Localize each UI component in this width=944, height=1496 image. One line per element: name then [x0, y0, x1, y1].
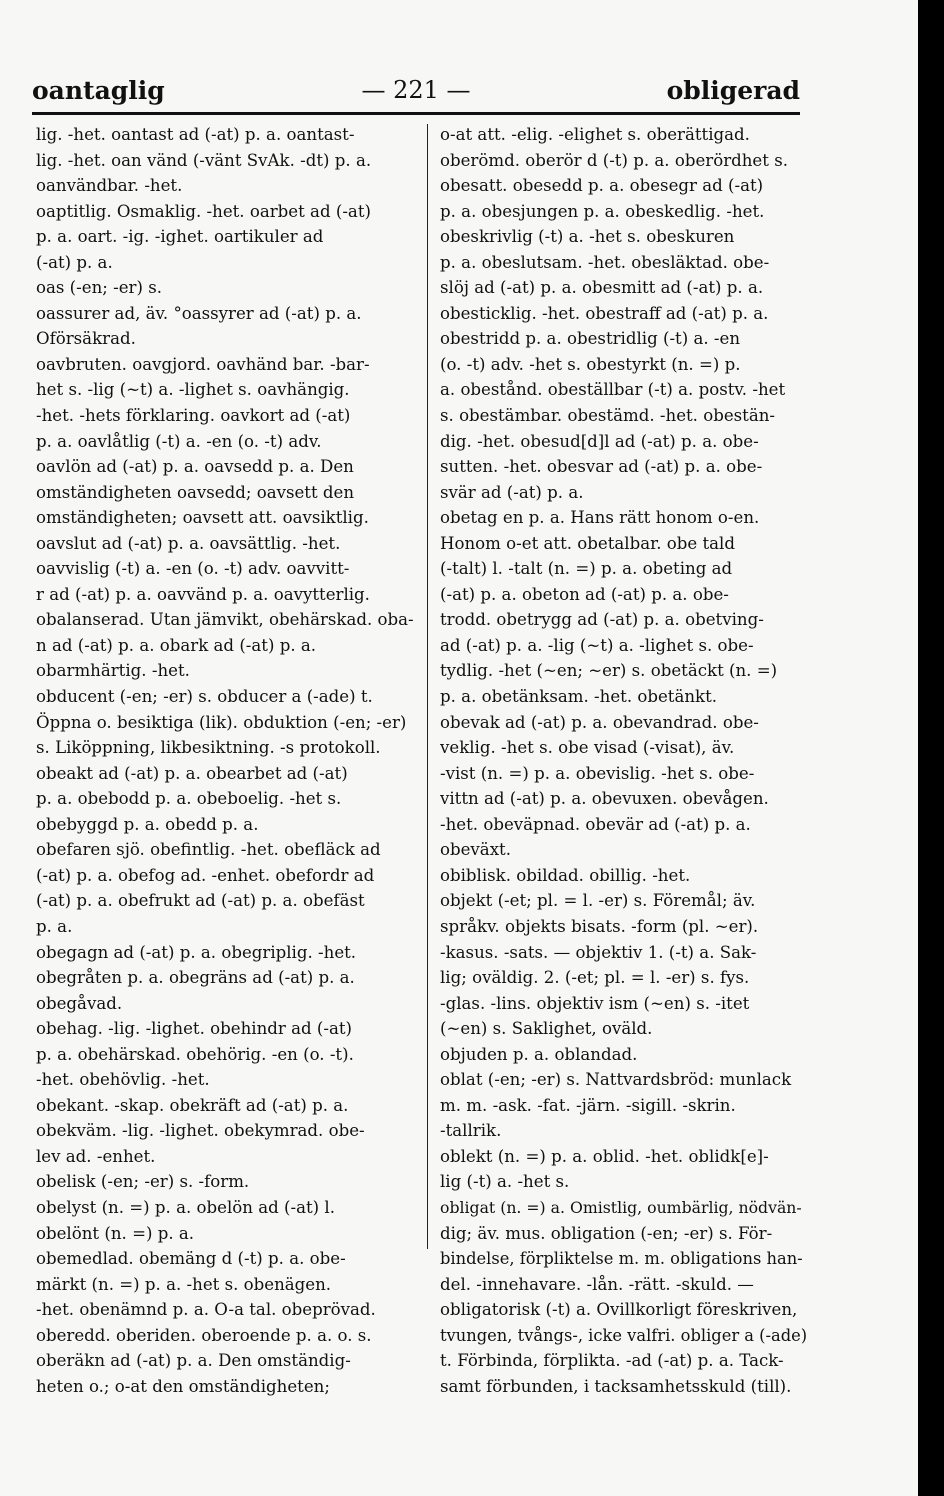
dictionary-line: n ad (-at) p. a. obark ad (-at) p. a.: [36, 635, 317, 655]
right-column: [440, 122, 808, 1399]
dictionary-line: (-at) p. a. obeton ad (-at) p. a. obe-: [440, 584, 729, 604]
dictionary-line: oberedd. oberiden. oberoende p. a. o. s.: [36, 1325, 372, 1345]
dictionary-line: oanvändbar. -het.: [36, 176, 183, 196]
dictionary-line: obducent (-en; -er) s. obducer a (-ade) t.: [36, 687, 373, 707]
dictionary-line: obesticklig. -het. obestraff ad (-at) p. a.: [440, 303, 769, 323]
dictionary-line: dig. -het. obesud[d]l ad (-at) p. a. obe-: [440, 431, 759, 451]
dictionary-line: oberömd. oberör d (-t) p. a. oberördhet s.: [440, 150, 788, 170]
dictionary-line: Oförsäkrad.: [36, 329, 136, 349]
dictionary-line: trodd. obetrygg ad (-at) p. a. obetving-: [440, 610, 764, 630]
dictionary-line: lig (-t) a. -het s.: [440, 1172, 570, 1192]
page-header: [32, 76, 800, 112]
dictionary-line: ad (-at) p. a. -lig (~t) a. -lighet s. obe-: [440, 635, 754, 655]
dictionary-line: -het. obeväpnad. obevär ad (-at) p. a.: [440, 814, 751, 834]
dictionary-line: svär ad (-at) p. a.: [440, 482, 584, 502]
dictionary-line: (-at) p. a.: [36, 252, 113, 272]
dictionary-line: lev ad. -enhet.: [36, 1146, 156, 1166]
dictionary-line: oavslut ad (-at) p. a. oavsättlig. -het.: [36, 533, 341, 553]
dictionary-line: t. Förbinda, förplikta. -ad (-at) p. a. Tack-: [440, 1351, 784, 1371]
dictionary-line: -het. obenämnd p. a. O-a tal. obeprövad.: [36, 1300, 376, 1320]
dictionary-line: obesatt. obesedd p. a. obesegr ad (-at): [440, 176, 764, 196]
dictionary-line: slöj ad (-at) p. a. obesmitt ad (-at) p. a.: [440, 278, 764, 298]
dictionary-line: obehag. -lig. -lighet. obehindr ad (-at): [36, 1019, 352, 1039]
dictionary-line: oassurer ad, äv. °oassyrer ad (-at) p. a.: [36, 303, 362, 323]
dictionary-line: r ad (-at) p. a. oavvänd p. a. oavytterlig.: [36, 584, 370, 604]
left-column: [36, 122, 422, 1399]
dictionary-line: s. obestämbar. obestämd. -het. obestän-: [440, 406, 776, 426]
dictionary-line: p. a. oart. -ig. -ighet. oartikuler ad: [36, 227, 324, 247]
dictionary-line: oavlön ad (-at) p. a. oavsedd p. a. Den: [36, 457, 354, 477]
dictionary-line: obligat (n. =) a. Omistlig, oumbärlig, nödvän-: [440, 1197, 802, 1217]
dictionary-line: oaptitlig. Osmaklig. -het. oarbet ad (-at): [36, 201, 371, 221]
dictionary-line: obelönt (n. =) p. a.: [36, 1223, 195, 1243]
dictionary-line: p. a. obebodd p. a. obeboelig. -het s.: [36, 789, 342, 809]
dictionary-line: Öppna o. besiktiga (lik). obduktion (-en; -er): [36, 712, 407, 732]
dictionary-line: (-talt) l. -talt (n. =) p. a. obeting ad: [440, 559, 733, 579]
dictionary-line: oavvislig (-t) a. -en (o. -t) adv. oavvitt-: [36, 559, 350, 579]
dictionary-line: oavbruten. oavgjord. oavhänd bar. -bar-: [36, 354, 370, 374]
dictionary-line: (-at) p. a. obefrukt ad (-at) p. a. obefäst: [36, 891, 365, 911]
dictionary-line: obegåvad.: [36, 993, 123, 1013]
dictionary-line: -het. -hets förklaring. oavkort ad (-at): [36, 406, 351, 426]
dictionary-line: obelyst (n. =) p. a. obelön ad (-at) l.: [36, 1197, 336, 1217]
dictionary-line: obevak ad (-at) p. a. obevandrad. obe-: [440, 712, 759, 732]
dictionary-line: p. a. obetänksam. -het. obetänkt.: [440, 687, 718, 707]
dictionary-line: -het. obehövlig. -het.: [36, 1070, 210, 1090]
dictionary-line: obiblisk. obildad. obillig. -het.: [440, 865, 691, 885]
dictionary-line: oblekt (n. =) p. a. oblid. -het. oblidk[e]-: [440, 1146, 769, 1166]
dictionary-line: objekt (-et; pl. = l. -er) s. Föremål; äv.: [440, 891, 756, 911]
dictionary-line: obekant. -skap. obekräft ad (-at) p. a.: [36, 1095, 349, 1115]
dictionary-line: p. a. obesjungen p. a. obeskedlig. -het.: [440, 201, 765, 221]
dictionary-line: sutten. -het. obesvar ad (-at) p. a. obe-: [440, 457, 763, 477]
dictionary-line: p. a. obeslutsam. -het. obesläktad. obe-: [440, 252, 770, 272]
dictionary-line: lig. -het. oantast ad (-at) p. a. oantast-: [36, 125, 355, 144]
dictionary-line: lig. -het. oan vänd (-vänt SvAk. -dt) p. a.: [36, 150, 372, 170]
dictionary-line: märkt (n. =) p. a. -het s. obenägen.: [36, 1274, 332, 1294]
dictionary-line: obetag en p. a. Hans rätt honom o-en.: [440, 508, 760, 528]
dictionary-line: (o. -t) adv. -het s. obestyrkt (n. =) p.: [440, 354, 741, 374]
dictionary-line: obarmhärtig. -het.: [36, 661, 190, 681]
dictionary-line: obeväxt.: [440, 840, 512, 860]
dictionary-line: obelisk (-en; -er) s. -form.: [36, 1172, 250, 1192]
dictionary-line: objuden p. a. oblandad.: [440, 1044, 638, 1064]
dictionary-line: m. m. -ask. -fat. -järn. -sigill. -skrin.: [440, 1095, 736, 1115]
dictionary-line: (~en) s. Saklighet, oväld.: [440, 1019, 653, 1039]
dictionary-line: heten o.; o-at den omständigheten;: [36, 1376, 330, 1396]
dictionary-line: (-at) p. a. obefog ad. -enhet. obefordr ad: [36, 865, 375, 885]
page-number: — 221 —: [361, 76, 471, 104]
header-rule: [32, 112, 800, 115]
dictionary-line: p. a. obehärskad. obehörig. -en (o. -t).: [36, 1044, 354, 1064]
dictionary-line: -glas. -lins. objektiv ism (~en) s. -itet: [440, 993, 750, 1013]
dictionary-line: -kasus. -sats. — objektiv 1. (-t) a. Sak-: [440, 942, 757, 962]
dictionary-line: s. Liköppning, likbesiktning. -s protokoll.: [36, 738, 381, 758]
dictionary-line: del. -innehavare. -lån. -rätt. -skuld. —: [440, 1274, 754, 1294]
dictionary-line: obestridd p. a. obestridlig (-t) a. -en: [440, 329, 741, 349]
column-divider: [427, 124, 428, 1249]
header-right-guideword: obligerad: [666, 76, 800, 105]
dictionary-line: vittn ad (-at) p. a. obevuxen. obevågen.: [440, 789, 769, 809]
dictionary-line: obemedlad. obemäng d (-t) p. a. obe-: [36, 1249, 346, 1269]
dictionary-line: oblat (-en; -er) s. Nattvardsbröd: munlack: [440, 1070, 792, 1090]
dictionary-line: obeskrivlig (-t) a. -het s. obeskuren: [440, 227, 735, 247]
dictionary-line: språkv. objekts bisats. -form (pl. ~er).: [440, 916, 759, 936]
dictionary-line: oas (-en; -er) s.: [36, 278, 163, 298]
dictionary-line: tvungen, tvångs-, icke valfri. obliger a (-ade): [440, 1325, 808, 1345]
dictionary-line: samt förbunden, i tacksamhetsskuld (till).: [440, 1376, 792, 1396]
dictionary-line: obeakt ad (-at) p. a. obearbet ad (-at): [36, 763, 348, 783]
dictionary-line: bindelse, förpliktelse m. m. obligations han-: [440, 1249, 803, 1269]
dictionary-line: o-at att. -elig. -elighet s. oberättigad.: [440, 125, 750, 144]
dictionary-line: obegråten p. a. obegräns ad (-at) p. a.: [36, 968, 355, 988]
dictionary-line: veklig. -het s. obe visad (-visat), äv.: [440, 738, 735, 758]
dictionary-line: obalanserad. Utan jämvikt, obehärskad. oba-: [36, 610, 414, 630]
dictionary-line: lig; oväldig. 2. (-et; pl. = l. -er) s. fys.: [440, 968, 750, 988]
dictionary-line: dig; äv. mus. obligation (-en; -er) s. För-: [440, 1223, 773, 1243]
dictionary-line: omständigheten; oavsett att. oavsiktlig.: [36, 508, 369, 528]
dictionary-line: obefaren sjö. obefintlig. -het. obefläck ad: [36, 840, 381, 860]
dictionary-line: p. a. oavlåtlig (-t) a. -en (o. -t) adv.: [36, 431, 322, 451]
dictionary-line: obligatorisk (-t) a. Ovillkorligt föreskriven,: [440, 1300, 798, 1320]
dictionary-line: -tallrik.: [440, 1121, 502, 1141]
dictionary-line: oberäkn ad (-at) p. a. Den omständig-: [36, 1351, 351, 1371]
dictionary-line: a. obestånd. obeställbar (-t) a. postv. -het: [440, 380, 786, 400]
dictionary-line: omständigheten oavsedd; oavsett den: [36, 482, 355, 502]
dictionary-line: het s. -lig (~t) a. -lighet s. oavhängig.: [36, 380, 350, 400]
dictionary-line: p. a.: [36, 916, 73, 936]
dictionary-line: obekväm. -lig. -lighet. obekymrad. obe-: [36, 1121, 365, 1141]
dictionary-line: tydlig. -het (~en; ~er) s. obetäckt (n. =): [440, 661, 778, 681]
header-left-guideword: oantaglig: [32, 76, 165, 105]
dictionary-line: obebyggd p. a. obedd p. a.: [36, 814, 259, 834]
dictionary-line: Honom o-et att. obetalbar. obe tald: [440, 533, 735, 553]
dictionary-line: obegagn ad (-at) p. a. obegriplig. -het.: [36, 942, 357, 962]
dictionary-line: -vist (n. =) p. a. obevislig. -het s. obe-: [440, 763, 755, 783]
